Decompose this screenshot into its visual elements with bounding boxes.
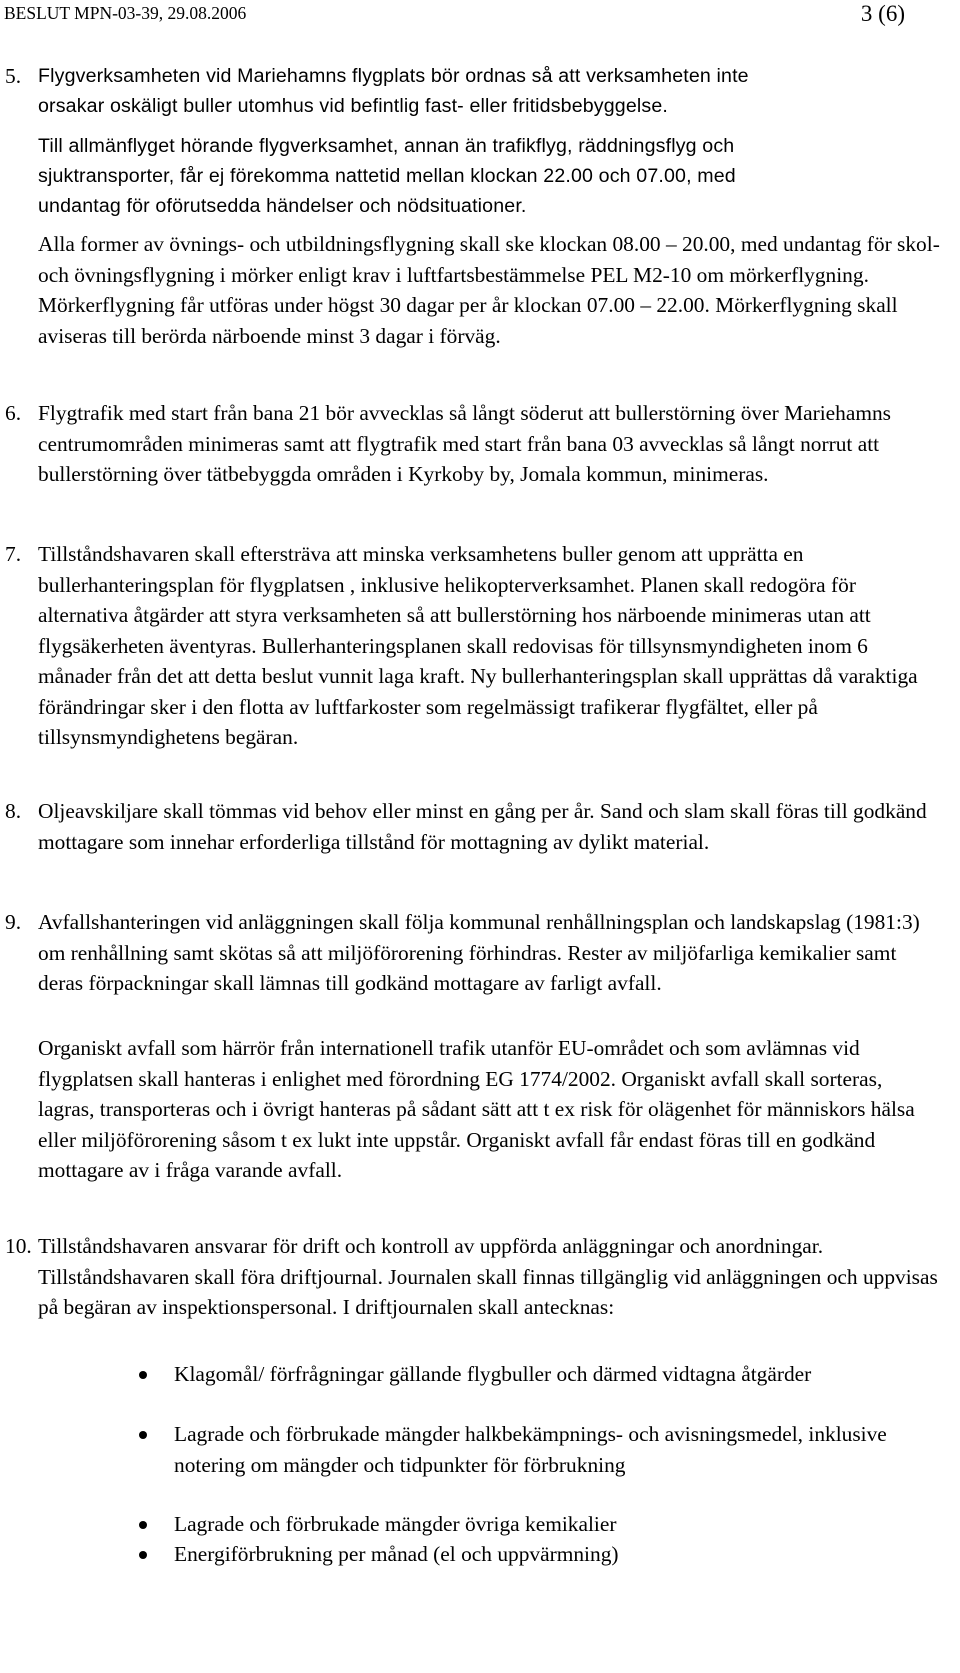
condition-5-night-rule-body — [38, 131, 940, 221]
bullet-icon — [139, 1521, 147, 1529]
condition-9-text: Avfallshanteringen vid anläggningen skall följa kommunal renhållningsplan och landskapslag (1981:3) om renhållning samt skötas så att miljöförorening förhindras. Rester av miljöfarliga kemikalier samt deras förpackningar skall lämnas till godkänd mottagare av farligt avfall. — [38, 910, 920, 995]
condition-5-line: Flygverksamheten vid Mariehamns flygplats bör ordnas så att verksamheten inte — [38, 65, 749, 87]
condition-5-body — [38, 61, 940, 121]
page-number: 3 (6) — [860, 1, 905, 26]
condition-6-text: Flygtrafik med start från bana 21 bör avvecklas så långt söderut att bullerstörning över Mariehamns centrumområden minimeras samt att flygtrafik med start från bana 03 avvecklas så långt norrut att bullerstörning över tätbebyggda områden i Kyrkoby by, Jomala kommun, minimeras. — [38, 401, 892, 486]
bullet-icon — [139, 1551, 147, 1559]
condition-9-organic-waste-text: Organiskt avfall som härrör från internationell trafik utanför EU-området och som avlämnas vid flygplatsen skall hanteras i enlighet med förordning EG 1774/2002. Organiskt avfall skall sorteras, lagras, transporteras och i övrigt hanteras på sådant sätt att t ex risk för olägenhet för människors hälsa eller miljöförorening såsom t ex lukt inte uppstår. Organiskt avfall får endast föras till en godkänd mottagare av i fråga varande avfall. — [38, 1036, 915, 1182]
condition-number: 5. — [5, 64, 22, 88]
condition-number: 7. — [5, 542, 22, 566]
condition-5-line: orsakar oskäligt buller utomhus vid befintlig fast- eller fritidsbebyggelse. — [38, 95, 668, 117]
condition-number: 8. — [5, 799, 22, 823]
bullet-icon — [139, 1431, 147, 1439]
list-item-text: Lagrade och förbrukade mängder halkbekämpnings- och avisningsmedel, inklusive notering om mängder och tidpunkter för förbrukning — [174, 1422, 887, 1477]
document-reference: BESLUT MPN-03-39, 29.08.2006 — [4, 3, 247, 23]
condition-number: 9. — [5, 910, 22, 934]
condition-7-text: Tillståndshavaren skall eftersträva att minska verksamhetens buller genom att upprätta en bullerhanteringsplan för flygplatsen , inklusive helikopterverksamhet. Planen skall redogöra för alternativa åtgärder att styra verksamheten så att bullerstörning hos närboende minimeras utan att flygsäkerheten äventyras. Bullerhanteringsplanen skall redovisas för tillsynsmyndigheten inom 6 månader från det att detta beslut vunnit laga kraft. Ny bullerhanteringsplan skall upprättas då varaktiga förändringar sker i den flotta av luftfarkoster som regelmässigt trafikerar flygfältet, eller på tillsynsmyndighetens begäran. — [38, 542, 918, 749]
condition-10-text: Tillståndshavaren ansvarar för drift och kontroll av uppförda anläggningar och anordningar. Tillståndshavaren skall föra driftjournal. Journalen skall finnas tillgänglig vid anläggningen och uppvisas på begäran av inspektionspersonal. I driftjournalen skall antecknas: — [38, 1234, 938, 1319]
condition-5-line: sjuktransporter, får ej förekomma nattetid mellan klockan 22.00 och 07.00, med — [38, 165, 736, 187]
condition-5-line: undantag för oförutsedda händelser och nödsituationer. — [38, 195, 527, 217]
condition-number: 10. — [5, 1234, 32, 1258]
condition-5-training-text: Alla former av övnings- och utbildningsflygning skall ske klockan 08.00 – 20.00, med undantag för skol- och övningsflygning i mörker enligt krav i luftfartsbestämmelse PEL M2-10 om mörkerflygning. Mörkerflygning får utföras under högst 30 dagar per år klockan 07.00 – 22.00. Mörkerflygning skall aviseras till berörda närboende minst 3 dagar i förväg. — [38, 232, 940, 348]
list-item-text: Lagrade och förbrukade mängder övriga kemikalier — [174, 1512, 617, 1536]
list-item-text: Energiförbrukning per månad (el och uppvärmning) — [174, 1542, 619, 1566]
condition-number: 6. — [5, 401, 22, 425]
bullet-icon — [139, 1371, 147, 1379]
condition-5-line: Till allmänflyget hörande flygverksamhet, annan än trafikflyg, räddningsflyg och — [38, 135, 735, 157]
list-item-text: Klagomål/ förfrågningar gällande flygbuller och därmed vidtagna åtgärder — [174, 1362, 812, 1386]
condition-8-text: Oljeavskiljare skall tömmas vid behov eller minst en gång per år. Sand och slam skall föras till godkänd mottagare som innehar erforderliga tillstånd för mottagning av dylikt material. — [38, 799, 927, 854]
